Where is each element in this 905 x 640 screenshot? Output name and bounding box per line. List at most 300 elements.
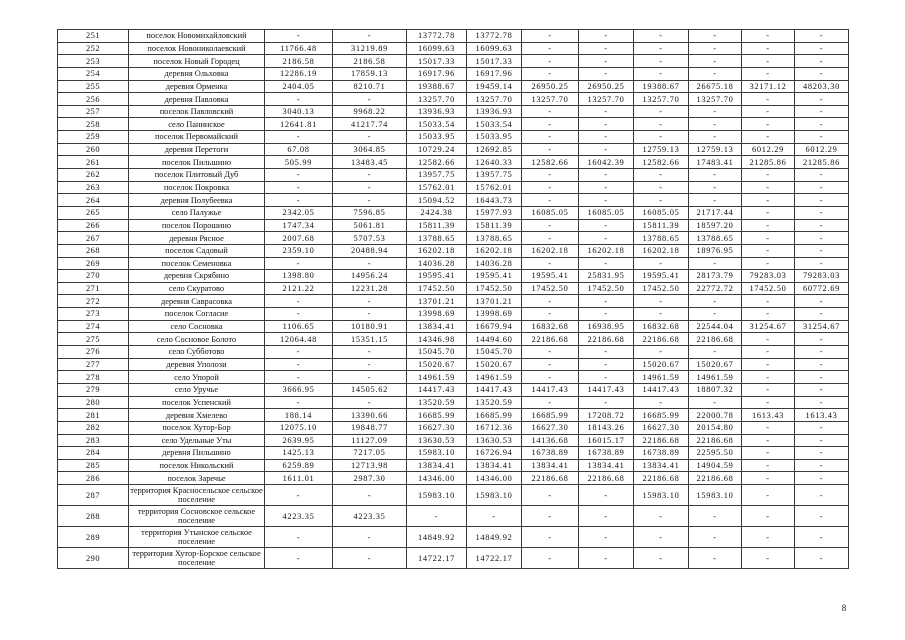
value-cell-col-4: 41217.74 (333, 118, 407, 131)
value-cell-col-3: 188.14 (265, 409, 333, 422)
value-cell-col-12: - (795, 105, 849, 118)
value-cell-col-10: - (689, 295, 742, 308)
row-number-cell: 274 (58, 320, 129, 333)
value-cell-col-9: 22186.68 (634, 333, 689, 346)
value-cell-col-6: 13520.59 (467, 396, 522, 409)
value-cell-col-9: - (634, 346, 689, 359)
settlement-name-cell: поселок Успенский (129, 396, 265, 409)
value-cell-col-10: 26675.18 (689, 80, 742, 93)
value-cell-col-5: 15017.33 (407, 55, 467, 68)
value-cell-col-6: 14961.59 (467, 371, 522, 384)
value-cell-col-9: - (634, 42, 689, 55)
value-cell-col-8: - (579, 485, 634, 506)
value-cell-col-9: 16685.99 (634, 409, 689, 422)
value-cell-col-7: - (522, 506, 579, 527)
value-cell-col-5: 16627.30 (407, 421, 467, 434)
value-cell-col-5: 15983.10 (407, 447, 467, 460)
settlement-name-cell: поселок Согласие (129, 308, 265, 321)
value-cell-col-7: - (522, 308, 579, 321)
value-cell-col-4: 10180.91 (333, 320, 407, 333)
value-cell-col-8: - (579, 371, 634, 384)
value-cell-col-6: 13936.93 (467, 105, 522, 118)
table-row (58, 409, 849, 422)
settlement-name-cell: село Палужье (129, 206, 265, 219)
value-cell-col-9: 19595.41 (634, 270, 689, 283)
table-row (58, 333, 849, 346)
value-cell-col-5: 15811.39 (407, 219, 467, 232)
table-row (58, 143, 849, 156)
value-cell-col-10: 17483.41 (689, 156, 742, 169)
settlement-name-cell: поселок Павловский (129, 105, 265, 118)
value-cell-col-12: - (795, 257, 849, 270)
value-cell-col-7: - (522, 169, 579, 182)
table-row (58, 67, 849, 80)
value-cell-col-12: - (795, 527, 849, 548)
value-cell-col-11: 17452.50 (742, 282, 795, 295)
value-cell-col-6: 13834.41 (467, 459, 522, 472)
value-cell-col-8: 16738.89 (579, 447, 634, 460)
row-number-cell: 281 (58, 409, 129, 422)
table-row (58, 105, 849, 118)
value-cell-col-4: 13483.45 (333, 156, 407, 169)
value-cell-col-10: 14904.59 (689, 459, 742, 472)
value-cell-col-10: 14961.59 (689, 371, 742, 384)
value-cell-col-6: 16202.18 (467, 244, 522, 257)
value-cell-col-11: - (742, 447, 795, 460)
value-cell-col-3: - (265, 93, 333, 106)
value-cell-col-4: 8210.71 (333, 80, 407, 93)
value-cell-col-3: - (265, 358, 333, 371)
value-cell-col-9: 16738.89 (634, 447, 689, 460)
value-cell-col-8: 16202.18 (579, 244, 634, 257)
row-number-cell: 254 (58, 67, 129, 80)
value-cell-col-9: - (634, 131, 689, 144)
settlement-name-cell: поселок Хутор-Бор (129, 421, 265, 434)
value-cell-col-7: - (522, 118, 579, 131)
value-cell-col-7: - (522, 67, 579, 80)
value-cell-col-10: 21717.44 (689, 206, 742, 219)
value-cell-col-3: - (265, 30, 333, 43)
value-cell-col-8: - (579, 181, 634, 194)
value-cell-col-10: - (689, 30, 742, 43)
value-cell-col-6: 15983.10 (467, 485, 522, 506)
row-number-cell: 269 (58, 257, 129, 270)
value-cell-col-12: - (795, 548, 849, 569)
value-cell-col-3: - (265, 169, 333, 182)
value-cell-col-6: 15045.70 (467, 346, 522, 359)
value-cell-col-11: - (742, 219, 795, 232)
table-row (58, 371, 849, 384)
value-cell-col-4: 7217.05 (333, 447, 407, 460)
value-cell-col-12: - (795, 472, 849, 485)
value-cell-col-6: 16679.94 (467, 320, 522, 333)
value-cell-col-4: 5061.81 (333, 219, 407, 232)
value-cell-col-10: 12759.13 (689, 143, 742, 156)
value-cell-col-4: 15351.15 (333, 333, 407, 346)
value-cell-col-7: - (522, 548, 579, 569)
value-cell-col-12: - (795, 421, 849, 434)
table-row (58, 118, 849, 131)
value-cell-col-9: 17452.50 (634, 282, 689, 295)
value-cell-col-6: 16712.36 (467, 421, 522, 434)
value-cell-col-4: - (333, 371, 407, 384)
value-cell-col-6: 19595.41 (467, 270, 522, 283)
value-cell-col-12: - (795, 308, 849, 321)
value-cell-col-4: - (333, 93, 407, 106)
value-cell-col-6: 14417.43 (467, 383, 522, 396)
value-cell-col-7: - (522, 131, 579, 144)
value-cell-col-4: 17859.13 (333, 67, 407, 80)
table-row (58, 527, 849, 548)
value-cell-col-9: - (634, 105, 689, 118)
value-cell-col-12: - (795, 506, 849, 527)
value-cell-col-4: 7596.85 (333, 206, 407, 219)
value-cell-col-5: 14417.43 (407, 383, 467, 396)
row-number-cell: 272 (58, 295, 129, 308)
value-cell-col-10: - (689, 181, 742, 194)
value-cell-col-4: 4223.35 (333, 506, 407, 527)
value-cell-col-11: - (742, 93, 795, 106)
value-cell-col-5: 16685.99 (407, 409, 467, 422)
table-row (58, 206, 849, 219)
value-cell-col-8: - (579, 346, 634, 359)
value-cell-col-10: - (689, 131, 742, 144)
row-number-cell: 266 (58, 219, 129, 232)
value-cell-col-10: - (689, 42, 742, 55)
row-number-cell: 287 (58, 485, 129, 506)
table-row (58, 485, 849, 506)
value-cell-col-4: - (333, 30, 407, 43)
value-cell-col-4: 2987.30 (333, 472, 407, 485)
value-cell-col-4: - (333, 295, 407, 308)
value-cell-col-6: 13701.21 (467, 295, 522, 308)
value-cell-col-4: 13390.66 (333, 409, 407, 422)
value-cell-col-4: 5707.53 (333, 232, 407, 245)
settlement-name-cell: село Удельные Уты (129, 434, 265, 447)
value-cell-col-6: 15811.39 (467, 219, 522, 232)
value-cell-col-3: 2121.22 (265, 282, 333, 295)
value-cell-col-4: - (333, 527, 407, 548)
settlement-name-cell: деревня Саврасовка (129, 295, 265, 308)
value-cell-col-5: 19595.41 (407, 270, 467, 283)
value-cell-col-12: 79283.03 (795, 270, 849, 283)
row-number-cell: 256 (58, 93, 129, 106)
value-cell-col-11: 79283.03 (742, 270, 795, 283)
value-cell-col-12: - (795, 244, 849, 257)
value-cell-col-7: - (522, 30, 579, 43)
value-cell-col-11: - (742, 421, 795, 434)
value-cell-col-7: - (522, 219, 579, 232)
value-cell-col-7: 16085.05 (522, 206, 579, 219)
value-cell-col-6: 15977.93 (467, 206, 522, 219)
value-cell-col-12: - (795, 358, 849, 371)
value-cell-col-9: 22186.68 (634, 434, 689, 447)
row-number-cell: 255 (58, 80, 129, 93)
value-cell-col-9: 16085.05 (634, 206, 689, 219)
value-cell-col-3: - (265, 181, 333, 194)
value-cell-col-12: - (795, 30, 849, 43)
value-cell-col-8: - (579, 105, 634, 118)
value-cell-col-8: - (579, 42, 634, 55)
value-cell-col-5: 19388.67 (407, 80, 467, 93)
value-cell-col-7: - (522, 181, 579, 194)
value-cell-col-7: 16685.99 (522, 409, 579, 422)
value-cell-col-11: - (742, 472, 795, 485)
value-cell-col-8: - (579, 169, 634, 182)
table-row (58, 434, 849, 447)
value-cell-col-5: 13998.69 (407, 308, 467, 321)
value-cell-col-9: - (634, 194, 689, 207)
value-cell-col-10: 13788.65 (689, 232, 742, 245)
value-cell-col-5: 13701.21 (407, 295, 467, 308)
value-cell-col-12: - (795, 485, 849, 506)
value-cell-col-5: 16202.18 (407, 244, 467, 257)
value-cell-col-7: 13257.70 (522, 93, 579, 106)
value-cell-col-11: - (742, 485, 795, 506)
value-cell-col-6: 16685.99 (467, 409, 522, 422)
value-cell-col-8: 22186.68 (579, 333, 634, 346)
value-cell-col-4: 3064.85 (333, 143, 407, 156)
value-cell-col-7: - (522, 485, 579, 506)
row-number-cell: 284 (58, 447, 129, 460)
value-cell-col-7: 22186.68 (522, 333, 579, 346)
table-row (58, 548, 849, 569)
value-cell-col-4: 14505.62 (333, 383, 407, 396)
table-row (58, 219, 849, 232)
value-cell-col-11: - (742, 257, 795, 270)
value-cell-col-7: - (522, 105, 579, 118)
row-number-cell: 260 (58, 143, 129, 156)
row-number-cell: 261 (58, 156, 129, 169)
value-cell-col-12: - (795, 42, 849, 55)
table-row (58, 270, 849, 283)
value-cell-col-11: - (742, 333, 795, 346)
value-cell-col-3: - (265, 527, 333, 548)
value-cell-col-8: 17208.72 (579, 409, 634, 422)
row-number-cell: 276 (58, 346, 129, 359)
settlement-name-cell: поселок Никольский (129, 459, 265, 472)
value-cell-col-3: 2342.05 (265, 206, 333, 219)
value-cell-col-10: 18976.95 (689, 244, 742, 257)
table-row (58, 459, 849, 472)
value-cell-col-4: 14956.24 (333, 270, 407, 283)
value-cell-col-7: - (522, 371, 579, 384)
value-cell-col-8: - (579, 143, 634, 156)
value-cell-col-10: - (689, 67, 742, 80)
table-row (58, 30, 849, 43)
value-cell-col-8: - (579, 257, 634, 270)
value-cell-col-12: - (795, 346, 849, 359)
value-cell-col-7: - (522, 55, 579, 68)
settlement-name-cell: поселок Новониколаевский (129, 42, 265, 55)
settlement-name-cell: село Субботово (129, 346, 265, 359)
table-row (58, 93, 849, 106)
value-cell-col-11: - (742, 308, 795, 321)
value-cell-col-7: - (522, 396, 579, 409)
value-cell-col-8: 17452.50 (579, 282, 634, 295)
value-cell-col-8: 18143.26 (579, 421, 634, 434)
value-cell-col-3: 67.08 (265, 143, 333, 156)
value-cell-col-4: - (333, 308, 407, 321)
value-cell-col-5: 14722.17 (407, 548, 467, 569)
value-cell-col-8: - (579, 118, 634, 131)
table-row (58, 257, 849, 270)
value-cell-col-9: 14961.59 (634, 371, 689, 384)
value-cell-col-11: - (742, 118, 795, 131)
value-cell-col-10: 20154.80 (689, 421, 742, 434)
value-cell-col-10: - (689, 548, 742, 569)
table-row (58, 320, 849, 333)
value-cell-col-10: - (689, 308, 742, 321)
value-cell-col-10: 18807.32 (689, 383, 742, 396)
row-number-cell: 273 (58, 308, 129, 321)
value-cell-col-10: 22186.68 (689, 434, 742, 447)
settlement-name-cell: поселок Новомихайловский (129, 30, 265, 43)
row-number-cell: 251 (58, 30, 129, 43)
value-cell-col-4: - (333, 257, 407, 270)
value-cell-col-11: - (742, 506, 795, 527)
value-cell-col-10: 28173.79 (689, 270, 742, 283)
settlement-name-cell: поселок Плитовый Дуб (129, 169, 265, 182)
value-cell-col-11: - (742, 527, 795, 548)
value-cell-col-8: - (579, 396, 634, 409)
value-cell-col-10: 15020.67 (689, 358, 742, 371)
value-cell-col-9: 22186.68 (634, 472, 689, 485)
value-cell-col-12: - (795, 383, 849, 396)
value-cell-col-5: 10729.24 (407, 143, 467, 156)
row-number-cell: 258 (58, 118, 129, 131)
table-body (58, 30, 849, 569)
table-row (58, 131, 849, 144)
table-row (58, 282, 849, 295)
value-cell-col-3: 2007.68 (265, 232, 333, 245)
row-number-cell: 263 (58, 181, 129, 194)
value-cell-col-8: - (579, 194, 634, 207)
value-cell-col-7: 14136.68 (522, 434, 579, 447)
table-row (58, 232, 849, 245)
value-cell-col-5: 15020.67 (407, 358, 467, 371)
value-cell-col-3: - (265, 548, 333, 569)
value-cell-col-8: - (579, 55, 634, 68)
value-cell-col-10: 22595.50 (689, 447, 742, 460)
value-cell-col-6: 15017.33 (467, 55, 522, 68)
value-cell-col-11: - (742, 383, 795, 396)
value-cell-col-8: 13834.41 (579, 459, 634, 472)
table-row (58, 421, 849, 434)
value-cell-col-3: 4223.35 (265, 506, 333, 527)
value-cell-col-11: - (742, 42, 795, 55)
value-cell-col-11: - (742, 346, 795, 359)
value-cell-col-3: 2359.10 (265, 244, 333, 257)
value-cell-col-12: - (795, 131, 849, 144)
value-cell-col-5: 13834.41 (407, 459, 467, 472)
value-cell-col-10: - (689, 55, 742, 68)
value-cell-col-8: - (579, 131, 634, 144)
value-cell-col-6: 17452.50 (467, 282, 522, 295)
value-cell-col-3: 2404.05 (265, 80, 333, 93)
table-row (58, 244, 849, 257)
row-number-cell: 279 (58, 383, 129, 396)
value-cell-col-12: 31254.67 (795, 320, 849, 333)
value-cell-col-3: 1425.13 (265, 447, 333, 460)
value-cell-col-3: - (265, 371, 333, 384)
value-cell-col-6: 19459.14 (467, 80, 522, 93)
value-cell-col-12: - (795, 206, 849, 219)
value-cell-col-3: - (265, 396, 333, 409)
table-row (58, 447, 849, 460)
value-cell-col-12: - (795, 434, 849, 447)
value-cell-col-3: - (265, 131, 333, 144)
value-cell-col-4: - (333, 131, 407, 144)
value-cell-col-3: - (265, 346, 333, 359)
value-cell-col-4: 2186.58 (333, 55, 407, 68)
value-cell-col-5: 16917.96 (407, 67, 467, 80)
value-cell-col-11: - (742, 169, 795, 182)
value-cell-col-8: 14417.43 (579, 383, 634, 396)
value-cell-col-6: 16099.63 (467, 42, 522, 55)
row-number-cell: 290 (58, 548, 129, 569)
value-cell-col-12: 21285.86 (795, 156, 849, 169)
value-cell-col-7: 22186.68 (522, 472, 579, 485)
value-cell-col-12: - (795, 181, 849, 194)
value-cell-col-9: - (634, 308, 689, 321)
value-cell-col-11: - (742, 206, 795, 219)
value-cell-col-8: 25831.95 (579, 270, 634, 283)
value-cell-col-8: 26950.25 (579, 80, 634, 93)
value-cell-col-7: - (522, 346, 579, 359)
value-cell-col-10: - (689, 118, 742, 131)
value-cell-col-12: - (795, 169, 849, 182)
table-row (58, 295, 849, 308)
value-cell-col-3: 1398.80 (265, 270, 333, 283)
value-cell-col-7: - (522, 143, 579, 156)
value-cell-col-3: - (265, 295, 333, 308)
value-cell-col-5: 12582.66 (407, 156, 467, 169)
value-cell-col-3: 6259.89 (265, 459, 333, 472)
value-cell-col-3: 12286.19 (265, 67, 333, 80)
value-cell-col-5: 14036.28 (407, 257, 467, 270)
value-cell-col-5: 2424.38 (407, 206, 467, 219)
value-cell-col-11: - (742, 434, 795, 447)
row-number-cell: 267 (58, 232, 129, 245)
settlement-name-cell: деревня Орменка (129, 80, 265, 93)
value-cell-col-10: 22544.04 (689, 320, 742, 333)
value-cell-col-3: 3040.13 (265, 105, 333, 118)
value-cell-col-9: 15020.67 (634, 358, 689, 371)
value-cell-col-4: 19848.77 (333, 421, 407, 434)
value-cell-col-4: - (333, 485, 407, 506)
value-cell-col-7: - (522, 232, 579, 245)
settlement-name-cell: село Сосновка (129, 320, 265, 333)
settlement-name-cell: поселок Семеновка (129, 257, 265, 270)
value-cell-col-11: 21285.86 (742, 156, 795, 169)
value-cell-col-9: 16202.18 (634, 244, 689, 257)
value-cell-col-7: 16202.18 (522, 244, 579, 257)
value-cell-col-3: 3666.95 (265, 383, 333, 396)
value-cell-col-8: - (579, 295, 634, 308)
value-cell-col-12: - (795, 333, 849, 346)
value-cell-col-5: 15045.70 (407, 346, 467, 359)
value-cell-col-8: - (579, 506, 634, 527)
value-cell-col-9: - (634, 396, 689, 409)
value-cell-col-10: - (689, 527, 742, 548)
value-cell-col-10: - (689, 396, 742, 409)
value-cell-col-11: - (742, 244, 795, 257)
value-cell-col-6: 14346.00 (467, 472, 522, 485)
value-cell-col-8: 22186.68 (579, 472, 634, 485)
value-cell-col-6: 12692.85 (467, 143, 522, 156)
value-cell-col-8: - (579, 358, 634, 371)
